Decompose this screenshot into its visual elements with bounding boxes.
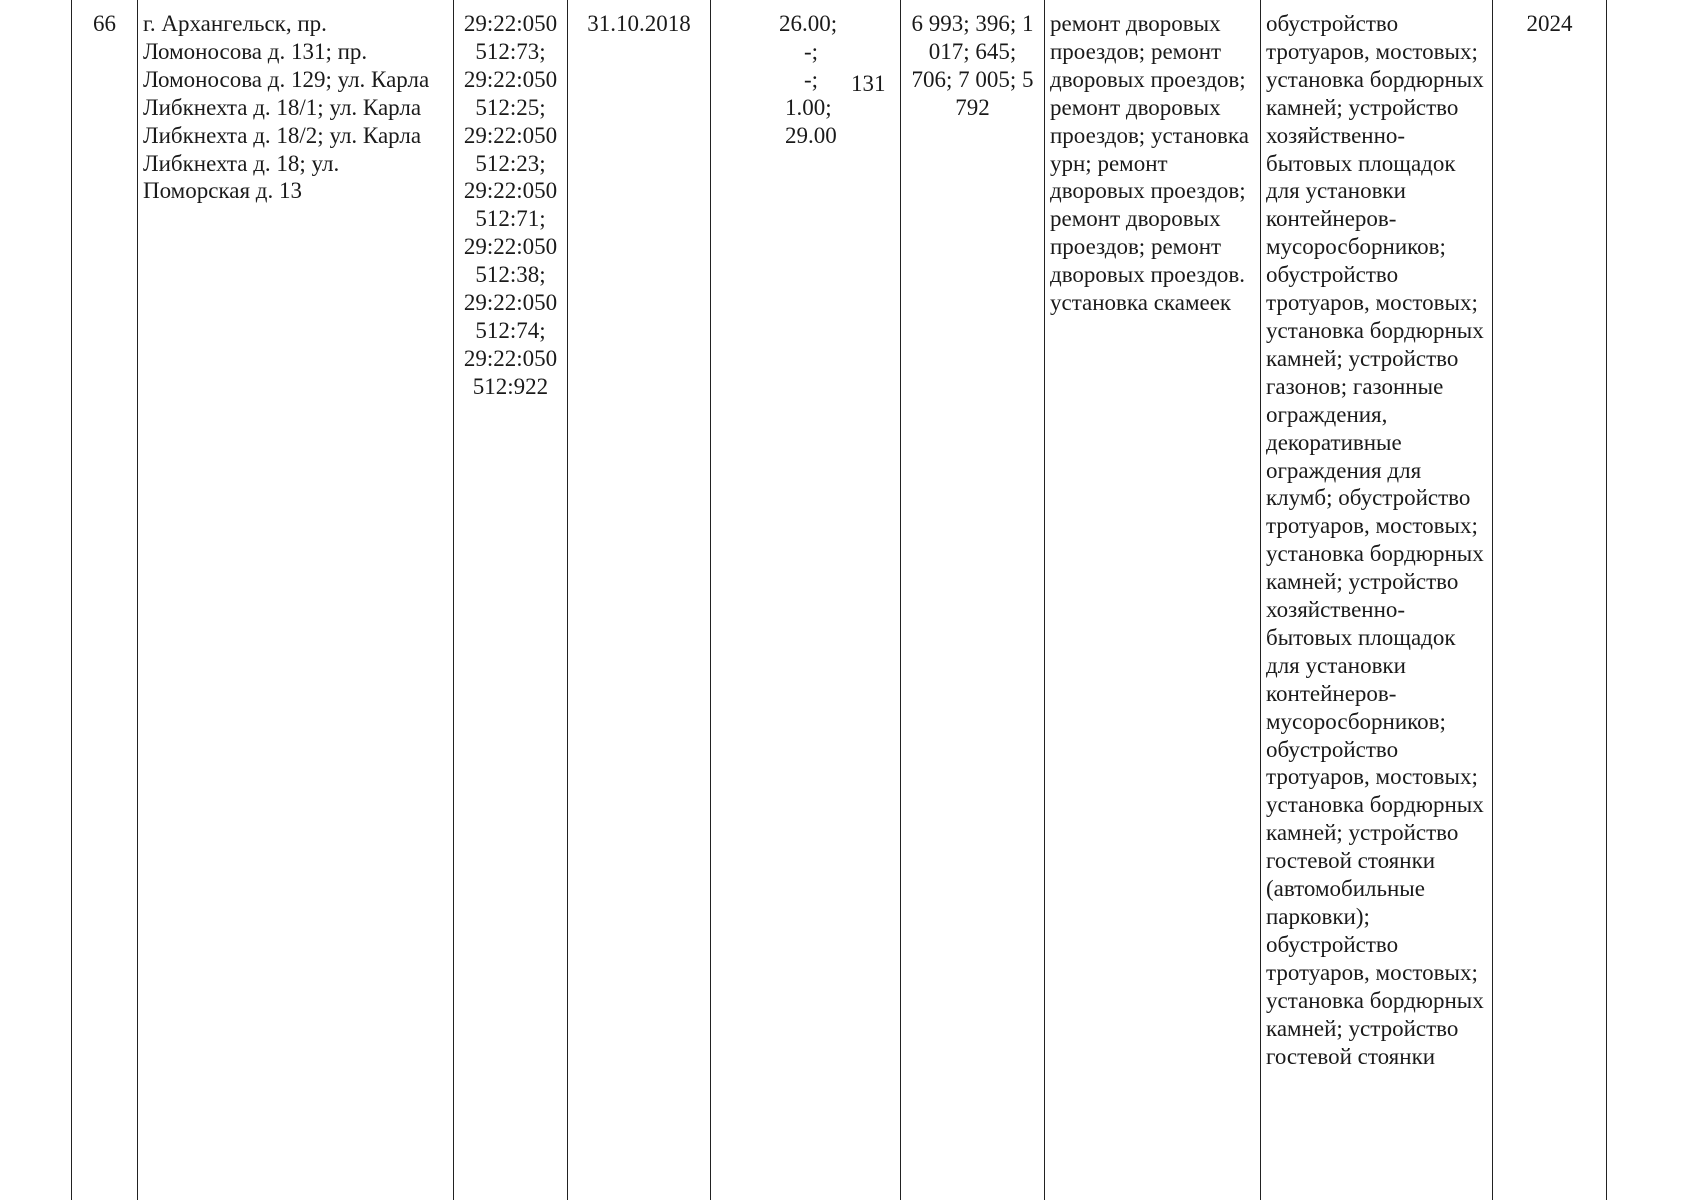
sizes-cell: [901, 0, 1045, 1200]
cadastral-line: 29:22:050: [463, 290, 558, 316]
works-text: ремонт дворовых проездов; ремонт дворовых проездов; ремонт дворовых проездов; установка урн; ремонт дворовых проездов; ремонт дворовых проездов; ремонт дворовых проездов. установка скамеек: [1050, 11, 1249, 316]
year-cell: [1493, 0, 1607, 1200]
cadastral-line: 512:71;: [475, 206, 546, 232]
area-value: 1.00;: [785, 95, 832, 120]
area-value: -;: [804, 67, 819, 92]
improvement-table: [71, 0, 1607, 1200]
cadastral-line: 29:22:050: [463, 234, 558, 260]
table-row: [72, 0, 1607, 1200]
date-cell: [568, 0, 711, 1200]
area-value: 131: [851, 71, 886, 96]
date-text: 31.10.2018: [587, 11, 691, 36]
cadastral-line: 512:73;: [475, 38, 546, 64]
cadastral-line: 29:22:050: [463, 345, 558, 371]
cadastral-line: 512:74;: [475, 317, 546, 343]
area-value: 29.00: [785, 123, 837, 148]
sizes-text: 6 993; 396; 1 017; 645; 706; 7 005; 5 792: [911, 11, 1034, 120]
address-cell: [138, 0, 454, 1200]
cadastral-line: 29:22:050: [463, 122, 558, 148]
improvements-cell: [1261, 0, 1493, 1200]
area-value: 26.00;: [779, 11, 838, 36]
works-cell: [1045, 0, 1261, 1200]
row-number-cell: [72, 0, 138, 1200]
area-value: -;: [804, 39, 819, 64]
cadastral-line: 512:922: [472, 373, 549, 399]
cadastral-line: 512:23;: [475, 150, 546, 176]
area-cell: [711, 0, 901, 1200]
year-text: 2024: [1526, 11, 1573, 36]
area-values: [716, 10, 895, 170]
cadastral-line: 29:22:050: [463, 11, 558, 36]
cadastral-line: 29:22:050: [463, 178, 558, 204]
cadastral-line: 512:25;: [475, 94, 546, 120]
cadastral-line: 29:22:050: [463, 66, 558, 92]
cadastral-line: 512:38;: [475, 262, 546, 288]
row-number: 66: [93, 11, 116, 36]
address-text: г. Архангельск, пр. Ломоносова д. 131; пр. Ломоносова д. 129; ул. Карла Либкнехта д. 18/1; ул. Карла Либкнехта д. 18/2; ул. Карла Либкнехта д. 18; ул. Поморская д. 13: [143, 11, 430, 204]
cadastral-cell: [454, 0, 568, 1200]
improvements-text: обустройство тротуаров, мостовых; установка бордюрных камней; устройство хозяйственно-бытовых площадок для установки контейнеров-мусоросборников; обустройство тротуаров, мостовых; установка бордюрных камней; устройство газонов; газонные ограждения, декоративные ограждения для клумб; обустройство тротуаров, мостовых; установка бордюрных камней; устройство хозяйственно-бытовых площадок для установки контейнеров-мусоросборников; обустройство тротуаров, мостовых; установка бордюрных камней; устройство гостевой стоянки (автомобильные парковки); обустройство тротуаров, мостовых; установка бордюрных камней; устройство гостевой стоянки: [1266, 11, 1484, 1069]
